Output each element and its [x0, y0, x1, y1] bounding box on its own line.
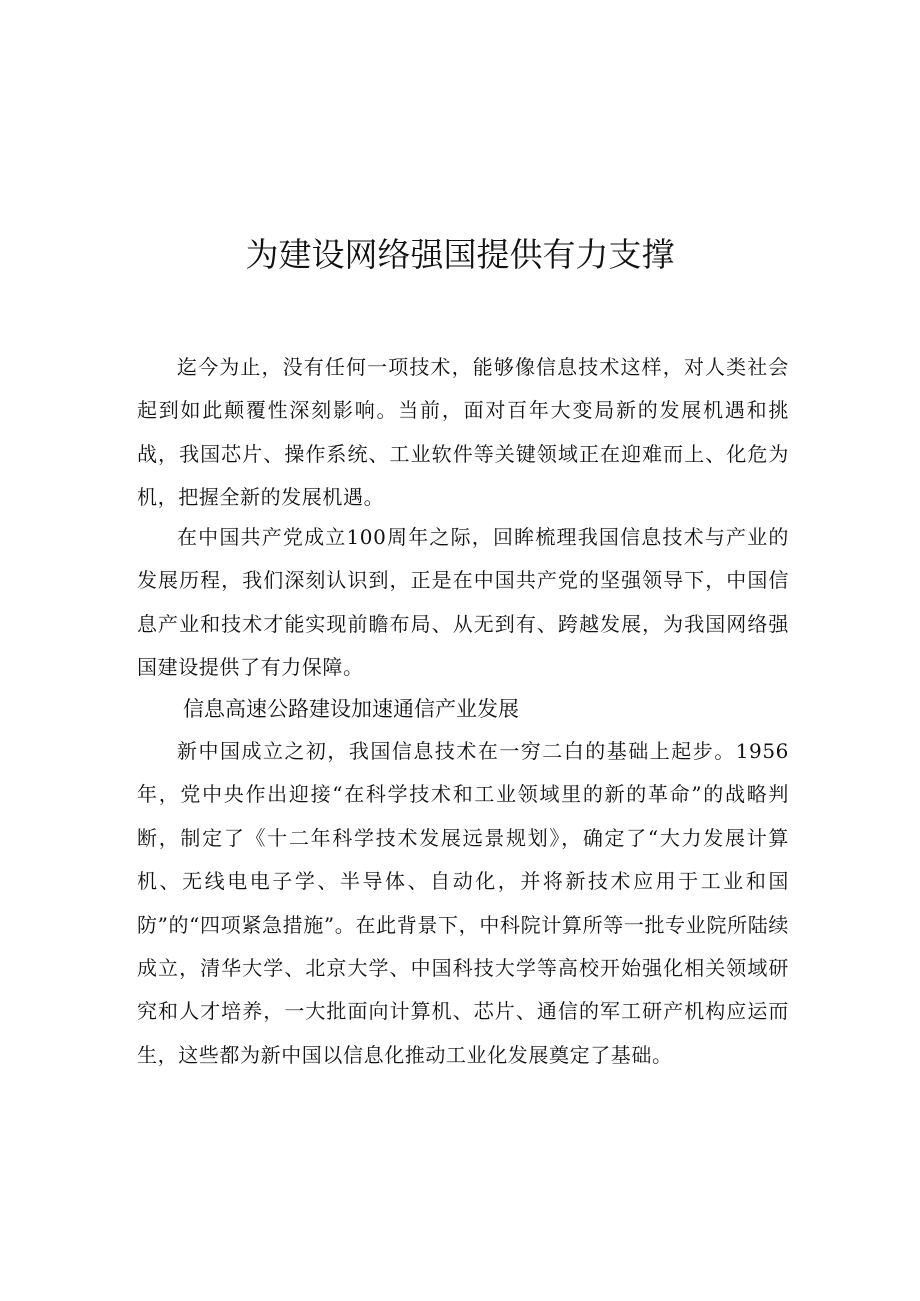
paragraph-early-history: 新中国成立之初，我国信息技术在一穷二白的基础上起步。1956年，党中央作出迎接“在科学技术和工业领域里的新的革命”的战略判断，制定了《十二年科学技术发展远景规划》，确定了“大力发展计算机、无线电电子学、半导体、自动化，并将新技术应用于工业和国防”的“四项紧急措施”。在此背景下，中科院计算所等一批专业院所陆续成立，清华大学、北京大学、中国科技大学等高校开始强化相关领域研究和人才培养，一大批面向计算机、芯片、通信的军工研产机构应运而生，这些都为新中国以信息化推动工业化发展奠定了基础。: [137, 739, 789, 1067]
paragraph-intro: 迄今为止，没有任何一项技术，能够像信息技术这样，对人类社会起到如此颠覆性深刻影响。当前，面对百年大变局新的发展机遇和挑战，我国芯片、操作系统、工业软件等关键领域正在迎难而上、化危为机，把握全新的发展机遇。: [137, 355, 789, 510]
paragraph-centenary: 在中国共产党成立100周年之际，回眸梳理我国信息技术与产业的发展历程，我们深刻认识到，正是在中国共产党的坚强领导下，中国信息产业和技术才能实现前瞻布局、从无到有、跨越发展，为我国网络强国建设提供了有力保障。: [137, 525, 789, 680]
document-title: 为建设网络强国提供有力支撑: [245, 235, 675, 274]
section-heading: 信息高速公路建设加速通信产业发展: [183, 697, 519, 721]
